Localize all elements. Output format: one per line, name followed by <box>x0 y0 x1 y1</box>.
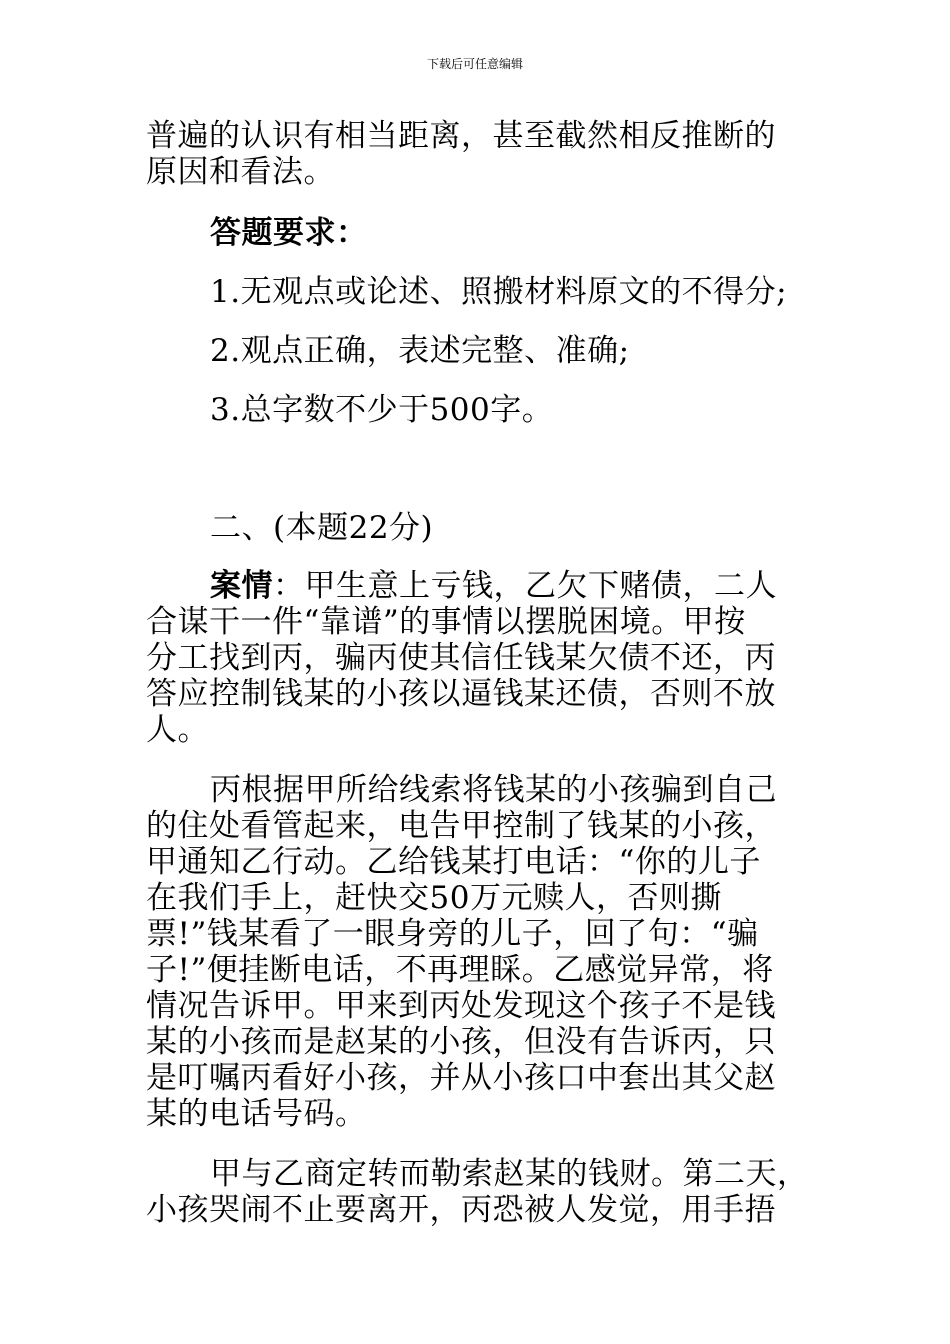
text-line: 情况告诉甲。甲来到丙处发现这个孩子不是钱 <box>146 988 776 1024</box>
text-line: 原因和看法。 <box>146 154 335 190</box>
text-line: 甲通知乙行动。乙给钱某打电话：“你的儿子 <box>146 844 761 880</box>
text-line: 小孩哭闹不止要离开，丙恐被人发觉，用手捂 <box>146 1192 776 1228</box>
text-line: 某的小孩而是赵某的小孩，但没有告诉丙，只 <box>146 1024 776 1060</box>
requirement-item: 2.观点正确，表述完整、准确; <box>210 333 630 369</box>
text-line: 答应控制钱某的小孩以逼钱某还债，否则不放 <box>146 676 776 712</box>
section-heading: 二、(本题22分) <box>210 510 434 546</box>
page-header: 下载后可任意编辑 <box>426 57 523 71</box>
text-line: 在我们手上，赶快交50万元赎人，否则撕 <box>146 880 722 916</box>
text-line: 甲与乙商定转而勒索赵某的钱财。第二天， <box>210 1156 809 1192</box>
text-line: 合谋干一件“靠谱”的事情以摆脱困境。甲按 <box>146 604 746 640</box>
text-line: 子!”便挂断电话，不再理睬。乙感觉异常，将 <box>146 952 774 988</box>
text-line: 票!”钱某看了一眼身旁的儿子，回了句：“骗 <box>146 916 759 952</box>
text-line: 普遍的认识有相当距离，甚至截然相反推断的 <box>146 118 776 154</box>
case-label: 案情 <box>210 568 273 604</box>
text-line: 丙根据甲所给线索将钱某的小孩骗到自己 <box>210 772 777 808</box>
text-line: 某的电话号码。 <box>146 1096 367 1132</box>
text-line: 分工找到丙，骗丙使其信任钱某欠债不还，丙 <box>146 640 776 676</box>
case-first-line <box>210 568 777 604</box>
text-line: 是叮嘱丙看好小孩，并从小孩口中套出其父赵 <box>146 1060 776 1096</box>
requirement-item: 1.无观点或论述、照搬材料原文的不得分; <box>210 274 788 310</box>
requirement-item: 3.总字数不少于500字。 <box>210 392 554 428</box>
text-line: 的住处看管起来，电告甲控制了钱某的小孩， <box>146 808 776 844</box>
case-first-line-text: ：甲生意上亏钱，乙欠下赌债，二人 <box>273 568 777 604</box>
requirements-title: 答题要求： <box>210 215 368 251</box>
text-line: 人。 <box>146 712 209 748</box>
